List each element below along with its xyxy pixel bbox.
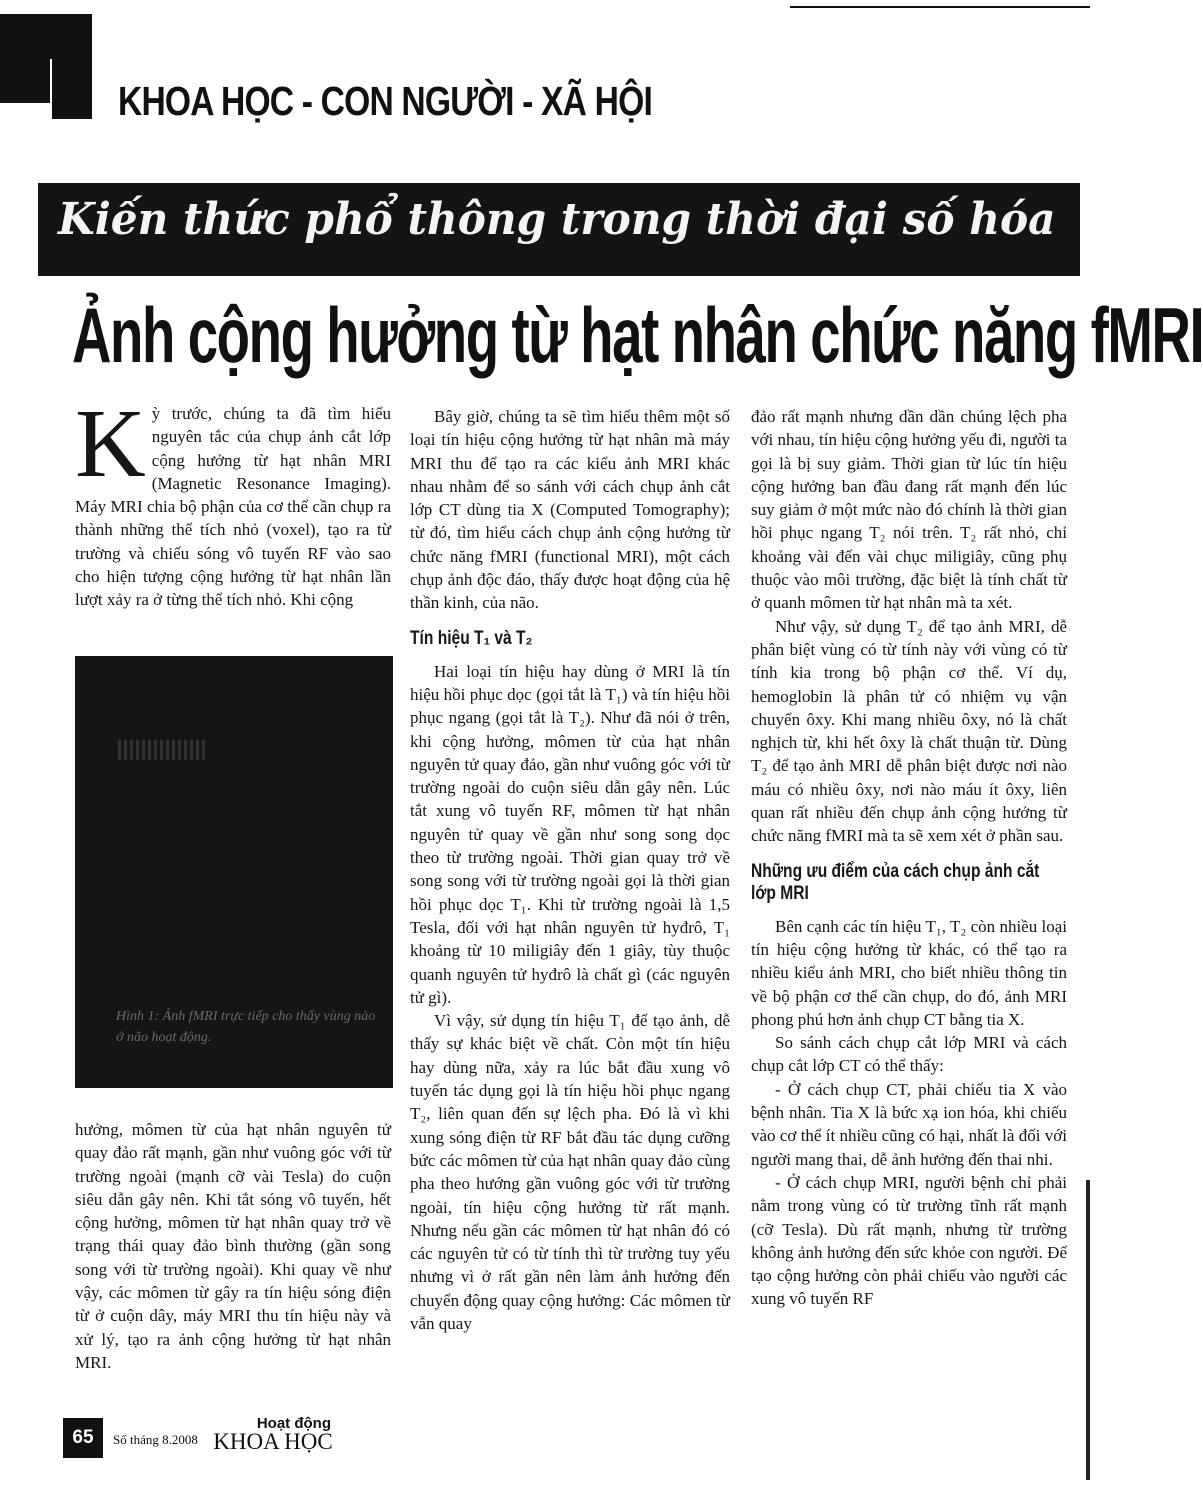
paragraph: So sánh cách chụp cắt lớp MRI và cách chụp cắt lớp CT có thể thấy: <box>751 1033 1067 1076</box>
article-headline: Ảnh cộng hưởng từ hạt nhân chức năng fMRI <box>72 291 1203 379</box>
column-1 <box>75 390 391 612</box>
figure-faint-text <box>118 740 208 760</box>
column-1-continued <box>75 1118 391 1374</box>
column-2 <box>410 405 730 1335</box>
paragraph: Bây giờ, chúng ta sẽ tìm hiểu thêm một số loại tín hiệu cộng hưởng từ hạt nhân mà máy MRI thu để tạo ra các kiểu ảnh MRI khác nhau nhằm để so sánh với cách chụp ảnh cắt lớp CT dùng tia X (Computed Tomography); từ đó, tìm hiểu cách chụp ảnh cộng hưởng từ chức năng fMRI (functional MRI), một cách chụp ảnh độc đáo, thấy được hoạt động của hệ thần kinh, của não. <box>410 407 730 613</box>
paragraph: Bên cạnh các tín hiệu T₁, T₂ còn nhiều loại tín hiệu cộng hưởng từ khác, có thể tạo ra nhiều kiểu ảnh MRI, cho biết nhiều thông tin về bộ phận cơ thể cần chụp, do đó, ảnh MRI phong phú hơn ảnh chụp CT bằng tia X. <box>751 916 1067 1029</box>
paragraph: ỳ trước, chúng ta đã tìm hiểu nguyên tắc của chụp ảnh cắt lớp cộng hưởng từ hạt nhân MRI (Magnetic Resonance Imaging). Máy MRI chia bộ phận của cơ thể cần chụp ra thành những thể tích nhỏ (voxel), tạo ra từ trường và chiếu sóng vô tuyến RF vào sao cho hiện tượng cộng hưởng từ hạt nhân lần lượt xảy ra ở từng thể tích nhỏ. Khi cộng <box>75 404 391 610</box>
paragraph: - Ở cách chụp MRI, người bệnh chỉ phải nằm trong vùng có từ trường tĩnh rất mạnh (cỡ Tesla). Dù rất mạnh, nhưng từ trường không ảnh hưởng đến sức khỏe con người. Để tạo cộng hưởng còn phải chiếu vào người các xung vô tuyến RF <box>751 1172 1067 1309</box>
drop-cap: K <box>75 390 146 498</box>
section-marker-block <box>0 59 50 103</box>
subheading: Những ưu điểm của cách chụp ảnh cắt lớp MRI <box>751 860 1040 904</box>
issue-date: Số tháng 8.2008 <box>113 1432 198 1447</box>
subheading: Tín hiệu T₁ và T₂ <box>410 627 533 649</box>
paragraph: hưởng, mômen từ của hạt nhân nguyên tử quay đảo rất mạnh, gần như vuông góc với từ trường ngoài (mạnh cỡ vài Tesla) do cuộn siêu dẫn gây nên. Khi tắt sóng vô tuyến, hết cộng hưởng, mômen từ hạt nhân quay trở về trạng thái quay đảo bình thường (gần song song với từ trường ngoài). Khi quay về như vậy, các mômen từ gây ra tín hiệu sóng điện từ ở cuộn dây, máy MRI thu tín hiệu này và xử lý, tạo ra ảnh cộng hưởng từ hạt nhân MRI. <box>75 1120 391 1372</box>
paragraph: Như vậy, sử dụng T₂ để tạo ảnh MRI, dễ phân biệt vùng có từ tính này với vùng có từ tính kia trong bộ phận cơ thể. Ví dụ, hemoglobin là phân tử có nhiệm vụ vận chuyển ôxy. Khi mang nhiều ôxy, nó là chất nghịch từ, khi hết ôxy là chất thuận từ. Dùng T₂ để tạo ảnh MRI dễ phân biệt được nơi nào máu có nhiều ôxy, nơi nào máu ít ôxy, liên quan rất nhiều đến chụp ảnh cộng hưởng từ chức năng fMRI mà ta sẽ xem xét ở phần sau. <box>751 616 1067 846</box>
column-3 <box>751 405 1067 1311</box>
top-rule <box>790 6 1090 8</box>
section-title: KHOA HỌC - CON NGƯỜI - XÃ HỘI <box>118 78 652 124</box>
section-marker-block <box>0 14 92 59</box>
brand-bottom-text: KHOA HỌC <box>213 1429 333 1454</box>
figure-caption: Hình 1: Ảnh fMRI trực tiếp cho thấy vùng nào ở não hoạt động. <box>116 1009 376 1045</box>
magazine-logo <box>213 1417 333 1453</box>
paragraph: đảo rất mạnh nhưng dần dần chúng lệch pha với nhau, tín hiệu cộng hưởng yếu đi, người ta gọi là bị suy giảm. Thời gian từ lúc tín hiệu cộng hưởng ban đầu đang rất mạnh đến lúc suy giảm ở một mức nào đó chính là thời gian hồi phục ngang T₂ nói trên. T₂ rất nhỏ, chỉ khoảng vài đến vài chục miligiây, cũng phụ thuộc vào môi trường, đặc biệt là tính chất từ ở quanh mômen từ hạt nhân mà ta xét. <box>751 407 1067 613</box>
brand-top-text: Hoạt động <box>256 1415 331 1432</box>
banner-text: Kiến thức phổ thông trong thời đại số hóa <box>58 194 1056 245</box>
page-number: 65 <box>63 1418 103 1458</box>
paragraph: Hai loại tín hiệu hay dùng ở MRI là tín hiệu hồi phục dọc (gọi tắt là T₁) và tín hiệu hồi phục ngang (gọi tắt là T₂). Như đã nói ở trên, khi cộng hưởng, mômen từ của hạt nhân nguyên tử quay đảo, gần như vuông góc với từ trường ngoài do cuộn siêu dẫn gây nên. Lúc tắt xung vô tuyến RF, mômen từ hạt nhân nguyên tử quay về gần như song song dọc theo từ trường ngoài. Thời gian quay trở về song song với từ trường ngoài gọi là thời gian hồi phục dọc T₁. Khi từ trường ngoài là 1,5 Tesla, đối với hạt nhân nguyên tử hyđrô, T₁ khoảng từ 10 miligiây đến 1 giây, tùy thuộc quanh nguyên tử hyđrô là chất gì (các nguyên tử gì). <box>410 661 730 1007</box>
paragraph: - Ở cách chụp CT, phải chiếu tia X vào bệnh nhân. Tia X là bức xạ ion hóa, khi chiếu vào cơ thể ít nhiều cũng có hại, nhất là đối với người mang thai, dễ ảnh hưởng đến thai nhi. <box>751 1079 1067 1169</box>
page-edge-shadow <box>1086 1180 1090 1480</box>
section-marker-block <box>52 59 92 119</box>
paragraph: Vì vậy, sử dụng tín hiệu T₁ để tạo ảnh, dễ thấy sự khác biệt về chất. Còn một tín hiệu hay dùng nữa, xảy ra lúc bắt đầu xung vô tuyến tác dụng gọi là tín hiệu hồi phục ngang T₂, liên quan đến sự lệch pha. Đó là vì khi xung sóng điện từ RF bắt đầu tác dụng cưỡng bức các mômen từ của hạt nhân quay đảo cùng pha theo hướng gần vuông góc với từ trường ngoài, tín hiệu cộng hưởng từ rất mạnh. Nhưng nếu gần các mômen từ hạt nhân đó có các nguyên tử có từ tính thì từ trường tuy yếu nhưng vì ở rất gần nên làm ảnh hưởng đến chuyển động quay cộng hưởng: Các mômen từ vẫn quay <box>410 1011 730 1333</box>
